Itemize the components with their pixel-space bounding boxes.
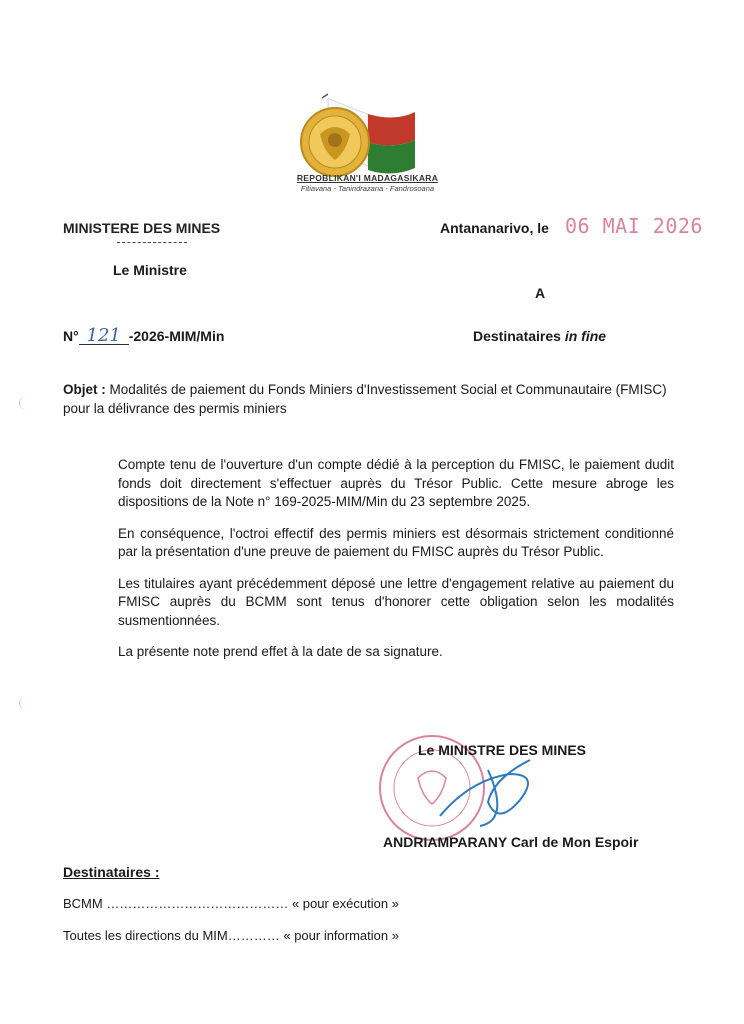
body-paragraph: La présente note prend effet à la date de sa signature.	[118, 644, 443, 659]
reference-prefix: N°	[63, 328, 79, 344]
punch-hole-mark	[19, 396, 34, 410]
letter-body	[118, 456, 674, 675]
reference-number	[63, 325, 225, 346]
recipient-line: BCMM …………………………………… « pour exécution »	[63, 896, 399, 911]
republic-name: REPOBLIKAN'I MADAGASIKARA	[296, 173, 439, 183]
divider	[117, 242, 187, 243]
body-paragraph: Compte tenu de l'ouverture d'un compte dédié à la perception du FMISC, le paiement dudit fonds doit directement s'effectuer auprès du Trésor Public. Cette mesure abroge les dispositions de la Note n° 169-2025-MIM/Min du 23 septembre 2025.	[118, 457, 674, 509]
recipient-line: Toutes les directions du MIM………… « pour information »	[63, 928, 399, 943]
punch-hole-mark	[19, 696, 34, 710]
signatory-name: ANDRIAMPARANY Carl de Mon Espoir	[383, 834, 639, 850]
signatory-title: Le MINISTRE DES MINES	[418, 742, 587, 758]
recipient-label-text: Destinataires	[473, 328, 561, 344]
handwritten-signature	[440, 760, 530, 826]
recipient-label-italic: in fine	[564, 328, 607, 344]
body-paragraph: En conséquence, l'octroi effectif des permis miniers est désormais strictement conditionné par la présentation d'une preuve de paiement du FMISC auprès du Trésor Public.	[118, 525, 674, 559]
republic-motto: Fitiavana - Tanindrazana - Fandrosoana	[300, 184, 435, 193]
subject-label: Objet :	[63, 382, 106, 397]
recipient-a: A	[535, 285, 546, 301]
ministry-name: MINISTERE DES MINES	[63, 220, 221, 236]
subject	[63, 380, 673, 418]
ministry-office: Le Ministre	[113, 262, 187, 278]
body-paragraph: Les titulaires ayant précédemment déposé une lettre d'engagement relative au paiement du FMISC auprès du BCMM sont tenus d'honorer cette obligation selon les modalités susmentionnées.	[118, 575, 674, 628]
recipient-label	[473, 328, 606, 344]
city-date-prefix: Antananarivo, le	[440, 220, 549, 236]
reference-suffix: -2026-MIM/Min	[128, 328, 225, 344]
subject-text: Modalités de paiement du Fonds Miniers d'Investissement Social et Communautaire (FMISC) pour la délivrance des permis miniers	[63, 382, 667, 416]
date-stamp: 06 MAI 2026	[565, 214, 703, 238]
recipients-heading: Destinataires :	[63, 864, 160, 880]
handwritten-number: 121	[79, 328, 129, 345]
